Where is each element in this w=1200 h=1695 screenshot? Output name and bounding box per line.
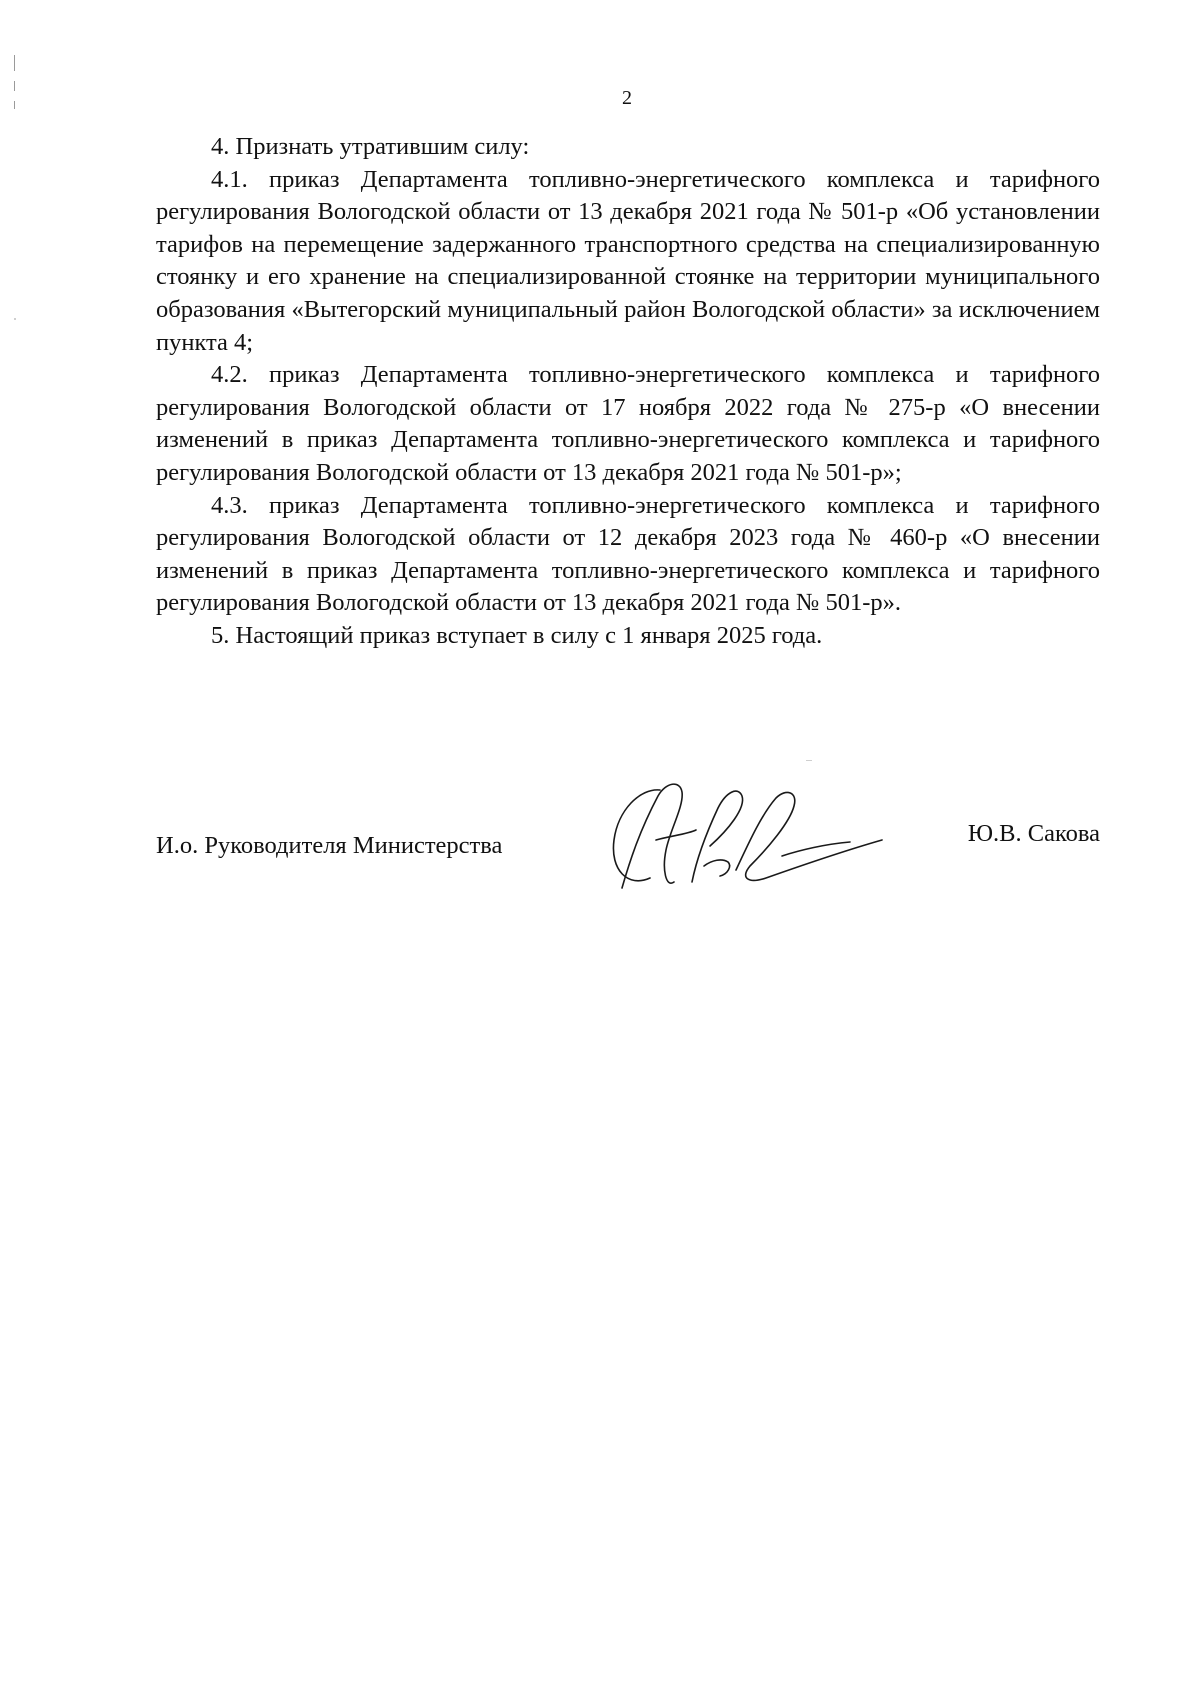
scan-speck bbox=[806, 760, 812, 761]
paragraph-4-2: 4.2. приказ Департамента топливно-энергетического комплекса и тарифного регулирования Вологодской области от 17 ноября 2022 года № 275-р «О внесении изменений в приказ Департамента топливно-энергетического комплекса и тарифного регулирования Вологодской области от 13 декабря 2021 года № 501-р»; bbox=[156, 361, 1100, 486]
paragraph-5: 5. Настоящий приказ вступает в силу с 1 января 2025 года. bbox=[211, 621, 823, 649]
document-body bbox=[156, 131, 1100, 653]
paragraph-4: 4. Признать утратившим силу: bbox=[211, 133, 530, 160]
paragraph-4-3: 4.3. приказ Департамента топливно-энергетического комплекса и тарифного регулирования Вологодской области от 12 декабря 2023 года № 460-р «О внесении изменений в приказ Департамента топливно-энергетического комплекса и тарифного регулирования Вологодской области от 13 декабря 2021 года № 501-р». bbox=[156, 491, 1100, 617]
page-number: 2 bbox=[622, 87, 632, 109]
scan-speck bbox=[14, 318, 16, 320]
signatory-position: И.о. Руководителя Министерства bbox=[156, 832, 503, 859]
paragraph-4-1: 4.1. приказ Департамента топливно-энергетического комплекса и тарифного регулирования Вологодской области от 13 декабря 2021 года № 501-р «Об установлении тарифов на перемещение задержанного транспортного средства на специализированную стоянку и его хранение на специализированной стоянке на территории муниципального образования «Вытегорский муниципальный район Вологодской области» за исключением пункта 4; bbox=[156, 165, 1100, 356]
signatory-name: Ю.В. Сакова bbox=[967, 820, 1100, 847]
handwritten-signature bbox=[600, 770, 890, 900]
